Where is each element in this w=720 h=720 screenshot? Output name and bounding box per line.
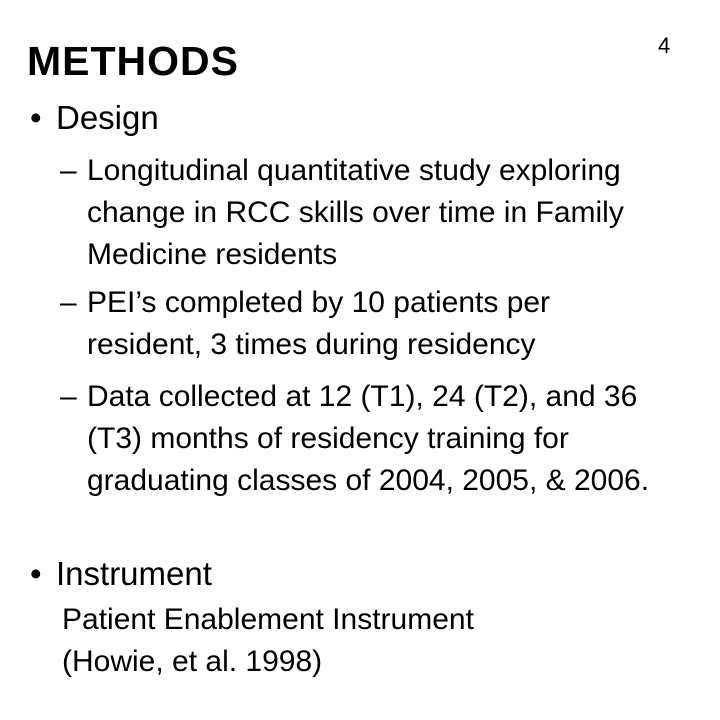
bullet-icon: •: [30, 99, 42, 136]
dash-icon: –: [60, 286, 77, 319]
bullet-design: [30, 98, 159, 138]
dash-icon: –: [60, 154, 77, 187]
design-item-3-text: Data collected at 12 (T1), 24 (T2), and 36 (T3) months of residency training for graduating classes of 2004, 2005, & 2006.: [87, 380, 650, 497]
bullet-design-label: Design: [56, 99, 159, 136]
page-number: 4: [658, 33, 671, 58]
dash-icon: –: [60, 380, 77, 413]
design-item-1: [60, 150, 700, 276]
instrument-line-2: (Howie, et al. 1998): [62, 645, 323, 678]
bullet-instrument: [30, 554, 212, 594]
design-item-2: [60, 282, 700, 366]
bullet-icon: •: [30, 555, 42, 592]
design-item-3: [60, 376, 700, 502]
bullet-instrument-label: Instrument: [56, 555, 212, 592]
design-item-2-text: PEI’s completed by 10 patients per resident, 3 times during residency: [87, 286, 551, 361]
slide-title: METHODS: [27, 38, 239, 84]
design-item-1-text: Longitudinal quantitative study exploring change in RCC skills over time in Family Medicine residents: [87, 154, 624, 271]
instrument-line-1: Patient Enablement Instrument: [62, 603, 474, 636]
